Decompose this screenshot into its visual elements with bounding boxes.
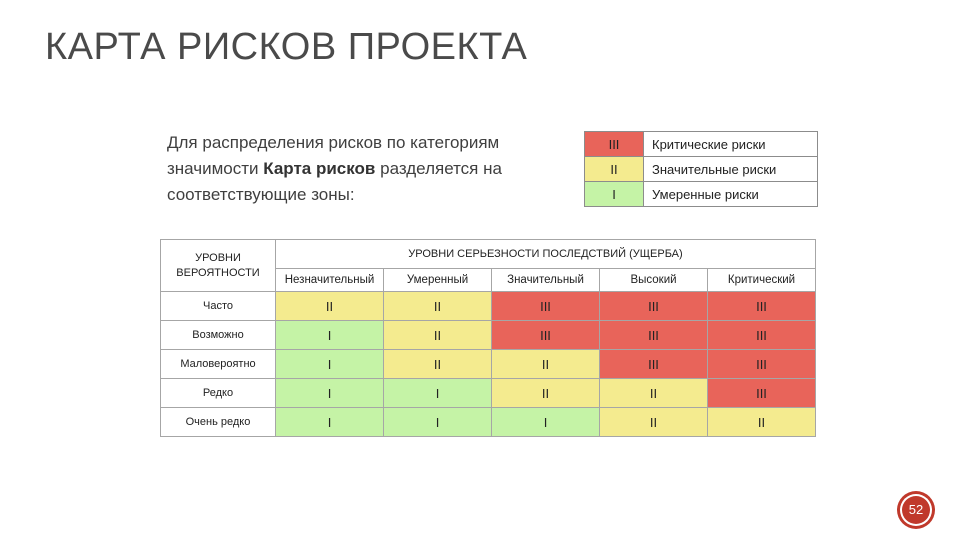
risk-matrix [160,239,816,437]
legend-label: Критические риски [644,132,818,157]
legend-label: Значительные риски [644,157,818,182]
risk-cell: I [276,350,384,379]
matrix-row [161,408,816,437]
probability-label: Часто [161,292,276,321]
risk-cell: I [276,408,384,437]
matrix-row [161,292,816,321]
risk-cell: II [600,408,708,437]
intro-text [167,130,562,208]
risk-cell: II [384,350,492,379]
probability-label: Редко [161,379,276,408]
risk-cell: III [600,350,708,379]
legend-level: II [585,157,644,182]
page-number-badge: 52 [900,494,932,526]
intro-text-start: Для распределения рисков по категориям значимости [167,133,500,178]
matrix-row [161,379,816,408]
risk-cell: II [492,350,600,379]
legend-level: III [585,132,644,157]
risk-cell: I [384,379,492,408]
risk-cell: I [492,408,600,437]
legend-level: I [585,182,644,207]
legend-row [585,182,818,207]
legend-row [585,157,818,182]
matrix-row [161,350,816,379]
severity-column-header: Значительный [492,269,600,292]
risk-cell: III [708,321,816,350]
risk-cell: I [276,321,384,350]
probability-label: Очень редко [161,408,276,437]
risk-cell: II [384,321,492,350]
risk-cell: II [384,292,492,321]
legend-row [585,132,818,157]
risk-cell: II [492,379,600,408]
probability-label: Маловероятно [161,350,276,379]
risk-cell: II [708,408,816,437]
severity-header: УРОВНИ СЕРЬЕЗНОСТИ ПОСЛЕДСТВИЙ (УЩЕРБА) [276,240,816,269]
severity-column-header: Незначительный [276,269,384,292]
risk-cell: I [276,379,384,408]
legend-label: Умеренные риски [644,182,818,207]
risk-legend [584,131,818,207]
severity-column-header: Высокий [600,269,708,292]
probability-label: Возможно [161,321,276,350]
intro-text-end: разделяется на соответствующие зоны: [167,159,502,204]
severity-column-header: Умеренный [384,269,492,292]
risk-cell: III [600,292,708,321]
matrix-header-row [161,240,816,269]
risk-cell: II [276,292,384,321]
risk-cell: III [708,292,816,321]
risk-cell: III [600,321,708,350]
risk-cell: III [492,292,600,321]
risk-cell: III [492,321,600,350]
severity-column-header: Критический [708,269,816,292]
intro-text-bold: Карта рисков [263,159,376,178]
page-title: КАРТА РИСКОВ ПРОЕКТА [45,26,528,68]
risk-cell: III [708,379,816,408]
matrix-row [161,321,816,350]
risk-cell: II [600,379,708,408]
probability-header: УРОВНИ ВЕРОЯТНОСТИ [161,240,276,292]
risk-cell: III [708,350,816,379]
risk-cell: I [384,408,492,437]
